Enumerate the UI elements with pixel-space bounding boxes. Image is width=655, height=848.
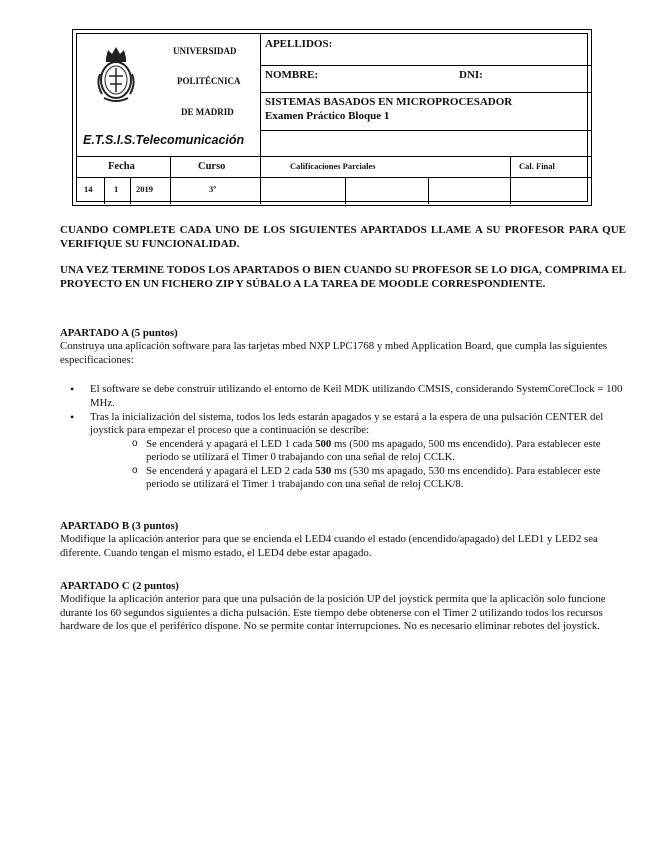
university-line-2: POLITÉCNICA: [177, 76, 241, 86]
instruction-verify: CUANDO COMPLETE CADA UNO DE LOS SIGUIENTES APARTADOS LLAME A SU PROFESOR PARA QUE VERIFIQUE SU FUNCIONALIDAD.: [60, 224, 626, 250]
header-inner-frame: [76, 33, 588, 202]
apartado-a-text: Construya una aplicación software para las tarjetas mbed NXP LPC1768 y mbed Application Board, que cumpla las siguientes especificaciones:: [60, 340, 608, 366]
apartado-b-text: Modifique la aplicación anterior para que se encienda el LED4 cuando el estado (encendido/apagado) del LED1 y LED2 sea diferente. Cuando tengan el mismo estado, el LED4 debe estar apagado.: [60, 533, 598, 559]
apartado-c-title: APARTADO C (2 puntos): [60, 580, 179, 592]
nombre-label: NOMBRE:: [265, 69, 319, 81]
list-item: • Tras la inicialización del sistema, todos los leds estarán apagados y se estará a la espera de una pulsación CENTER del joystick para empezar el proceso que a continuación se describe: o Se encenderá y apagará el LED 1 cada 500 ms (500 ms apagado, 500 ms encendido). Para establecer este periodo se utilizará el Timer 0 trabajando con una señal de reloj CCLK. o Se encenderá y apagará el LED 2 cada 530 ms (530 ms apagado, 530 ms encendido). Para establecer este periodo se utilizará el Timer 1 trabajando con una señal de reloj CCLK/8.: [90, 411, 626, 491]
apartado-a-title: APARTADO A (5 puntos): [60, 327, 178, 339]
instruction-submit: UNA VEZ TERMINE TODOS LOS APARTADOS O BIEN CUANDO SU PROFESOR SE LO DIGA, COMPRIMA EL PROYECTO EN UN FICHERO ZIP Y SÚBALO A LA TAREA DE MOODLE CORRESPONDIENTE.: [60, 264, 626, 290]
university-crest-icon: [96, 44, 136, 106]
apartado-b: [60, 520, 626, 560]
list-item: • El software se debe construir utilizando el entorno de Keil MDK utilizando CMSIS, considerando SystemCoreClock = 100 MHz.: [90, 383, 626, 410]
calificaciones-parciales-label: Calificaciones Parciales: [290, 161, 376, 171]
apartado-b-title: APARTADO B (3 puntos): [60, 520, 179, 532]
date-year: 2019: [136, 184, 153, 194]
curso-value: 3º: [209, 184, 217, 194]
exam-header-table: [72, 29, 592, 206]
date-month: 1: [114, 184, 119, 194]
dni-label: DNI:: [459, 69, 483, 81]
fecha-label: Fecha: [108, 161, 135, 172]
subject-name: SISTEMAS BASADOS EN MICROPROCESADOR: [265, 96, 513, 108]
cal-final-label: Cal. Final: [519, 161, 555, 171]
university-line-1: UNIVERSIDAD: [173, 46, 237, 56]
apartado-c-text: Modifique la aplicación anterior para que una pulsación de la posición UP del joystick permita que la aplicación solo funcione durante los 60 segundos siguientes a dicha pulsación. Este tiempo debe obtenerse con el Timer 2 utilizando todos los recursos hardware de los que el periférico dispone. No se permite contar interrupciones. No es necesario eliminar rebotes del joystick.: [60, 593, 606, 633]
school-name: E.T.S.I.S.Telecomunicación: [83, 133, 245, 147]
exam-name: Examen Práctico Bloque 1: [265, 110, 390, 122]
list-item: o Se encenderá y apagará el LED 2 cada 530 ms (530 ms apagado, 530 ms encendido). Para establecer este periodo se utilizará el Timer 1 trabajando con una señal de reloj CCLK/8.: [146, 465, 626, 492]
apartado-a: [60, 327, 626, 492]
apartado-a-list: [60, 383, 626, 491]
date-day: 14: [84, 184, 93, 194]
list-item: o Se encenderá y apagará el LED 1 cada 500 ms (500 ms apagado, 500 ms encendido). Para establecer este periodo se utilizará el Timer 0 trabajando con una señal de reloj CCLK.: [146, 438, 626, 465]
university-line-3: DE MADRID: [181, 107, 234, 117]
apartado-c: [60, 580, 626, 634]
curso-label: Curso: [198, 161, 226, 172]
apellidos-label: APELLIDOS:: [265, 38, 333, 50]
